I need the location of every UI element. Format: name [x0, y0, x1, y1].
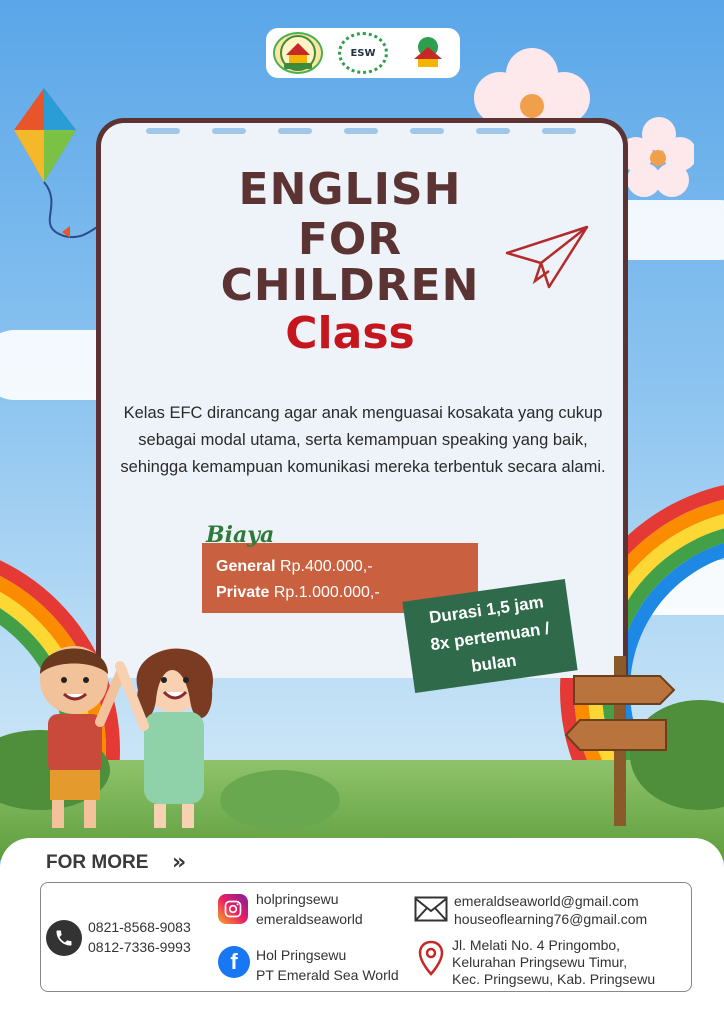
biaya-label: Biaya	[206, 522, 275, 548]
address-line-2: Kelurahan Pringsewu Timur,	[452, 954, 628, 970]
title-children: CHILDREN	[220, 260, 480, 311]
instagram-icon[interactable]	[218, 894, 248, 924]
phone-number-1[interactable]: 0821-8568-9083	[88, 919, 191, 935]
notebook-ring	[476, 128, 510, 134]
for-more-heading: FOR MORE	[46, 852, 149, 873]
notebook-ring	[278, 128, 312, 134]
biaya-private-row	[216, 584, 380, 602]
children-illustration	[14, 630, 224, 840]
instagram-handle-1[interactable]: holpringsewu	[256, 891, 339, 907]
house-of-learning-pringsewu-logo	[403, 32, 453, 74]
email-address-1[interactable]: emeraldseaworld@gmail.com	[454, 893, 639, 909]
description: Kelas EFC dirancang agar anak menguasai kosakata yang cukup sebagai modal utama, serta kemampuan speaking yang baik, sehingga kemampuan komunikasi mereka terbentuk secara alami.	[120, 404, 606, 476]
email-icon[interactable]	[414, 896, 448, 922]
logo-bar	[266, 28, 460, 78]
biaya-general-row	[216, 558, 373, 576]
signpost-icon	[560, 656, 680, 826]
durasi-line1: Durasi 1,5 jam	[427, 592, 545, 628]
notebook-ring	[146, 128, 180, 134]
bush	[220, 770, 340, 830]
notebook-ring	[542, 128, 576, 134]
notebook-ring	[212, 128, 246, 134]
biaya-general-label: General	[216, 558, 276, 575]
title-english: ENGLISH	[238, 164, 462, 215]
biaya-private-label: Private	[216, 584, 270, 601]
esw-logo-text: ESW	[350, 47, 376, 59]
flower-icon	[624, 116, 694, 206]
phone-icon[interactable]	[46, 920, 82, 956]
durasi-line2: 8x pertemuan /	[429, 618, 551, 655]
location-pin-icon	[418, 940, 444, 976]
notebook-ring	[410, 128, 444, 134]
facebook-account-1[interactable]: Hol Pringsewu	[256, 947, 347, 963]
esw-logo	[338, 32, 388, 74]
address-line-3: Kec. Pringsewu, Kab. Pringsewu	[452, 971, 656, 987]
biaya-private-price: Rp.1.000.000,-	[273, 584, 380, 601]
house-of-learning-lampung-logo	[273, 32, 323, 74]
phone-number-2[interactable]: 0812-7336-9993	[88, 939, 191, 955]
durasi-line3: bulan	[470, 650, 518, 676]
biaya-general-price: Rp.400.000,-	[280, 558, 373, 575]
title-class: Class	[285, 308, 415, 359]
address-line-1: Jl. Melati No. 4 Pringombo,	[452, 937, 621, 953]
facebook-account-2[interactable]: PT Emerald Sea World	[256, 967, 399, 983]
notebook-ring	[344, 128, 378, 134]
email-address-2[interactable]: houseoflearning76@gmail.com	[454, 911, 648, 927]
double-chevron-right-icon: »	[172, 850, 187, 875]
instagram-handle-2[interactable]: emeraldseaworld	[256, 911, 363, 927]
title-for: FOR	[297, 214, 403, 265]
facebook-icon[interactable]: f	[218, 946, 250, 978]
